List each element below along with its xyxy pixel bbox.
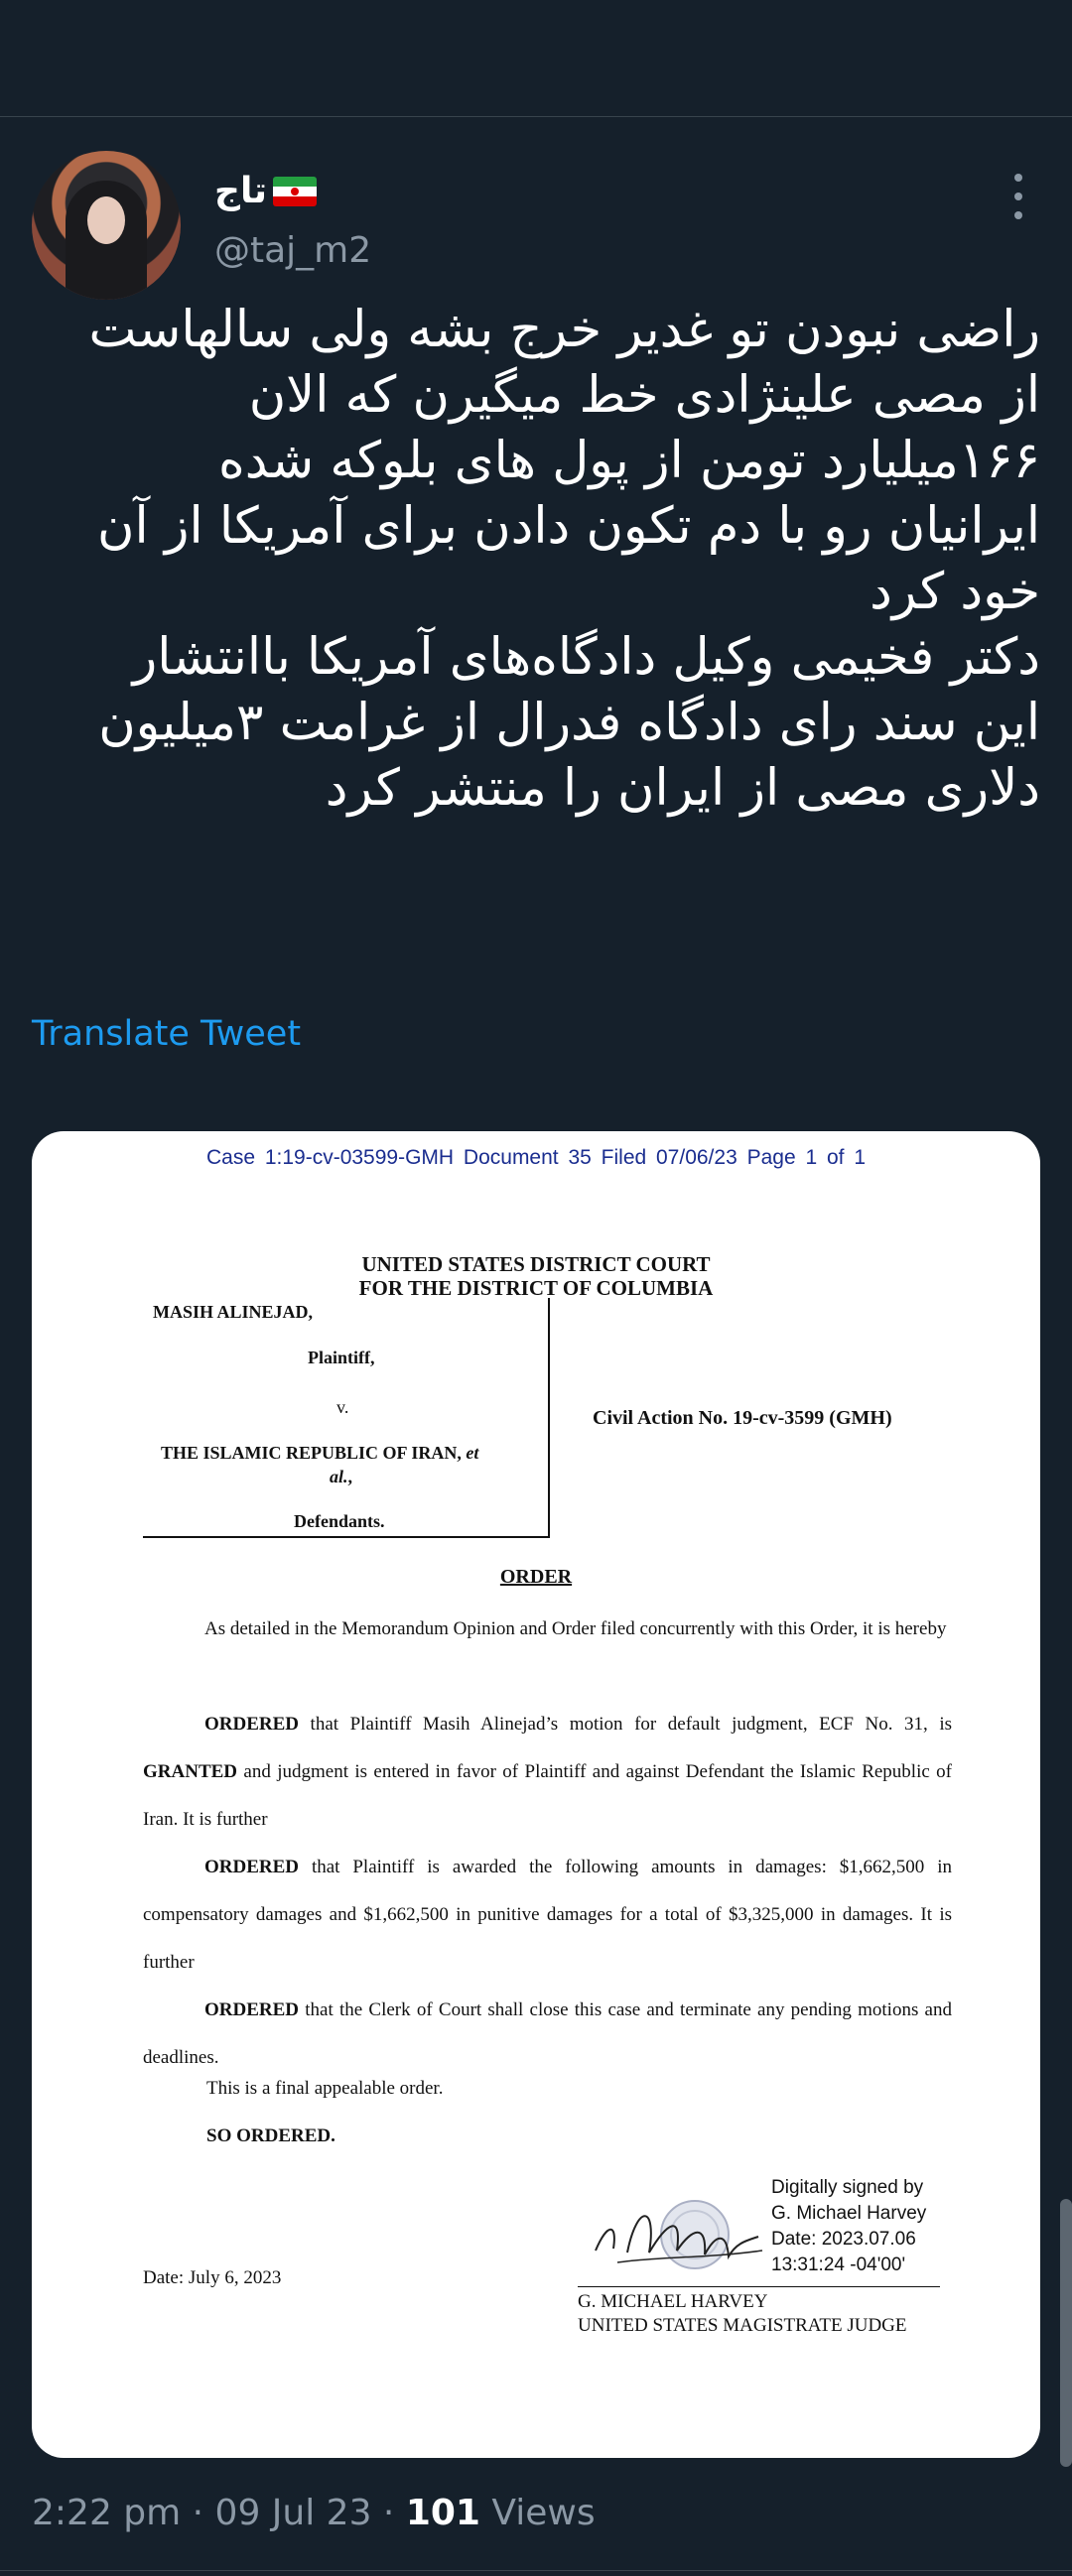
defendant-etal-1: et bbox=[466, 1443, 479, 1463]
iran-flag-icon bbox=[273, 177, 317, 206]
order-date: Date: July 6, 2023 bbox=[143, 2267, 282, 2288]
final-order-text: This is a final appealable order. bbox=[206, 2078, 444, 2099]
defendant-etal-2: al. bbox=[330, 1467, 348, 1486]
translate-tweet-link[interactable]: Translate Tweet bbox=[32, 1014, 302, 1054]
sig-line-3: Date: 2023.07.06 bbox=[771, 2229, 916, 2250]
digital-signature-info bbox=[771, 2175, 926, 2278]
tweet-line: از مصی علینژادی خط میگیرن که الان bbox=[248, 366, 1040, 425]
order-title: ORDER bbox=[499, 1566, 573, 1588]
ordered-bold: ORDERED bbox=[204, 1999, 300, 2020]
paragraph-2-text-a: that Plaintiff Masih Alinejad’s motion for default judgment, ECF No. 31, is bbox=[299, 1714, 952, 1735]
tweet-line: راضی نبودن تو غدیر خرج بشه ولی سالهاست bbox=[88, 301, 1040, 359]
judge-signature bbox=[588, 2193, 766, 2282]
views-label: Views bbox=[479, 2493, 596, 2533]
case-caption bbox=[143, 1298, 550, 1538]
more-options-icon[interactable] bbox=[1001, 174, 1036, 219]
views-count[interactable]: 101 bbox=[405, 2493, 480, 2533]
defendant-comma: , bbox=[347, 1467, 353, 1486]
judge-title: UNITED STATES MAGISTRATE JUDGE bbox=[578, 2315, 907, 2336]
tweet-text bbox=[32, 298, 1040, 822]
paragraph-4-text: that the Clerk of Court shall close this case and terminate any pending motions and deadlines. bbox=[143, 1999, 952, 2068]
tweet-line: خود کرد bbox=[870, 563, 1040, 621]
ordered-bold: ORDERED bbox=[204, 1714, 300, 1735]
top-bar bbox=[0, 0, 1072, 117]
defendant-label: Defendants. bbox=[294, 1511, 385, 1531]
order-paragraph-1 bbox=[143, 1606, 952, 1653]
so-ordered: SO ORDERED. bbox=[206, 2125, 335, 2146]
sig-line-4: 13:31:24 -04'00' bbox=[771, 2254, 906, 2275]
plaintiff-label: Plaintiff, bbox=[308, 1348, 375, 1367]
sig-line-1: Digitally signed by bbox=[771, 2177, 924, 2198]
tweet-timestamp[interactable]: 2:22 pm · 09 Jul 23 · bbox=[32, 2493, 406, 2533]
avatar[interactable] bbox=[32, 151, 181, 300]
tweet-line: دلاری مصی از ایران را منتشر کرد bbox=[325, 759, 1040, 818]
tweet-line: دکتر فخیمی وکیل دادگاه‌های آمریکا باانتشار bbox=[132, 628, 1040, 687]
scrollbar[interactable] bbox=[1060, 2199, 1072, 2467]
tweet-line: این سند رای دادگاه فدرال از غرامت ۳میلیون bbox=[98, 694, 1040, 752]
plaintiff-name: MASIH ALINEJAD, bbox=[153, 1302, 314, 1322]
tweet-line: ایرانیان رو با دم تکون دادن برای آمریکا از آن bbox=[97, 497, 1040, 556]
tweet-metadata bbox=[32, 2493, 596, 2533]
court-line-2: FOR THE DISTRICT OF COLUMBIA bbox=[358, 1276, 714, 1300]
sig-line-2: G. Michael Harvey bbox=[771, 2203, 927, 2224]
defendant-line-1 bbox=[161, 1443, 478, 1464]
attached-document-image[interactable] bbox=[32, 1131, 1040, 2458]
document-header: Case 1:19-cv-03599-GMH Document 35 Filed 07/06/23 Page 1 of 1 bbox=[205, 1146, 867, 1169]
author-display-name[interactable] bbox=[214, 171, 317, 211]
paragraph-1-text: As detailed in the Memorandum Opinion and Order filed concurrently with this Order, it is hereby bbox=[204, 1618, 947, 1639]
order-paragraph-3 bbox=[143, 1844, 952, 1987]
defendant-name: THE ISLAMIC REPUBLIC OF IRAN, bbox=[161, 1443, 462, 1463]
order-paragraph-4 bbox=[143, 1987, 952, 2082]
tweet-line: ۱۶۶میلیارد تومن از پول های بلوکه شده bbox=[217, 432, 1040, 490]
judge-block bbox=[578, 2290, 907, 2338]
paragraph-2-text-b: and judgment is entered in favor of Plaintiff and against Defendant the Islamic Republic of Iran. It is further bbox=[143, 1761, 952, 1830]
signature-line bbox=[578, 2286, 940, 2287]
avatar-face bbox=[87, 196, 125, 244]
court-line-1: UNITED STATES DISTRICT COURT bbox=[361, 1252, 711, 1276]
display-name-text: تاج bbox=[214, 171, 267, 211]
divider bbox=[0, 2570, 1072, 2571]
granted-bold: GRANTED bbox=[143, 1761, 238, 1782]
order-paragraph-2 bbox=[143, 1701, 952, 1844]
author-handle[interactable]: @taj_m2 bbox=[214, 230, 372, 271]
defendant-line-2 bbox=[330, 1467, 352, 1487]
judge-name: G. MICHAEL HARVEY bbox=[578, 2291, 768, 2312]
civil-action-number: Civil Action No. 19-cv-3599 (GMH) bbox=[593, 1407, 892, 1429]
ordered-bold: ORDERED bbox=[204, 1857, 300, 1877]
versus: v. bbox=[336, 1397, 349, 1417]
court-name bbox=[32, 1252, 1040, 1300]
paragraph-3-text: that Plaintiff is awarded the following amounts in damages: $1,662,500 in compensatory damages and $1,662,500 in punitive damages for a total of $3,325,000 in damages. It is further bbox=[143, 1857, 952, 1973]
